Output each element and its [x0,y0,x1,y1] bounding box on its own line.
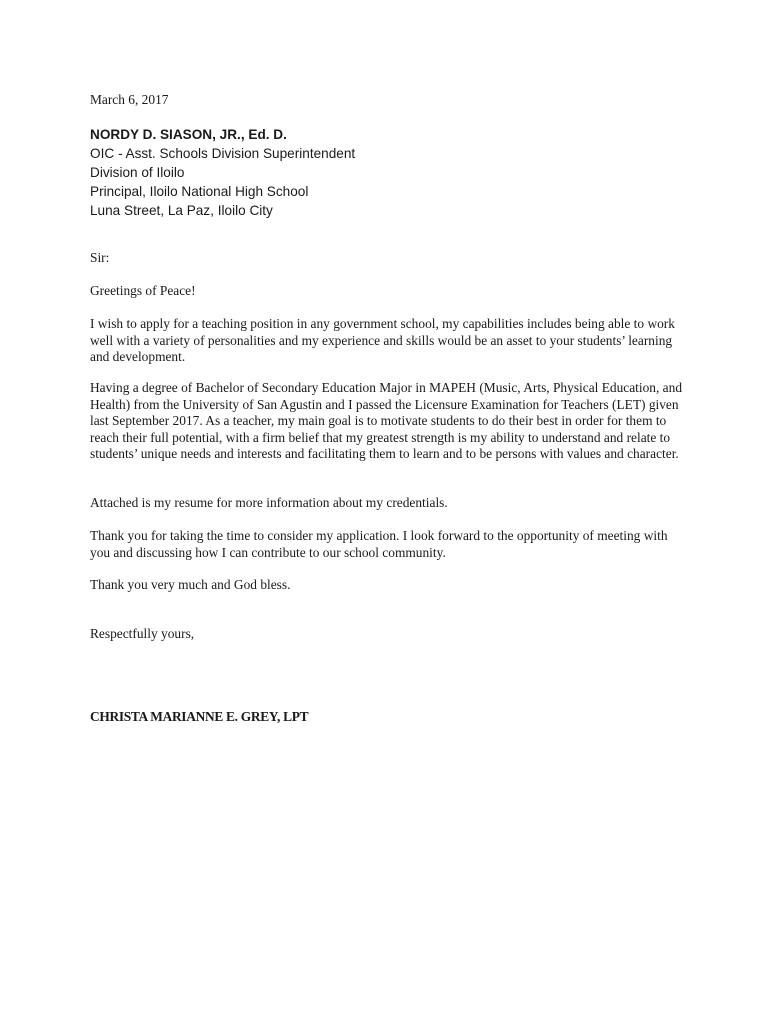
signature-name: CHRISTA MARIANNE E. GREY, LPT [90,709,309,724]
greeting: Greetings of Peace! [90,283,196,298]
body-paragraph: I wish to apply for a teaching position in any government school, my capabilities includes being able to work well with a variety of personalities and my experience and skills would be an asset to your students’ learning and development. [90,316,675,365]
body-paragraph: Having a degree of Bachelor of Secondary Education Major in MAPEH (Music, Arts, Physical Education, and Health) from the University of San Agustin and I passed the Licensure Examination for Teachers (LET) given last September 2017. As a teacher, my main goal is to motivate students to do their best in order for them to reach their full potential, with a firm belief that my greatest strength is my ability to understand and relate to students’ unique needs and interests and facilitating them to learn and to be persons with values and character. [90,380,683,462]
letter-date: March 6, 2017 [90,92,169,107]
recipient-position: Principal, Iloilo National High School [90,184,309,199]
recipient-address: Luna Street, La Paz, Iloilo City [90,203,273,218]
body-paragraph: Thank you for taking the time to consider my application. I look forward to the opportunity of meeting with you and discussing how I can contribute to our school community. [90,528,668,560]
closing: Respectfully yours, [90,626,195,641]
recipient-name: NORDY D. SIASON, JR., Ed. D. [90,127,287,142]
recipient-address-block [90,125,690,220]
salutation: Sir: [90,250,110,265]
recipient-title: OIC - Asst. Schools Division Superintendent [90,146,356,161]
body-paragraph: Attached is my resume for more information about my credentials. [90,495,448,510]
body-paragraph: Thank you very much and God bless. [90,577,291,592]
recipient-division: Division of Iloilo [90,165,185,180]
